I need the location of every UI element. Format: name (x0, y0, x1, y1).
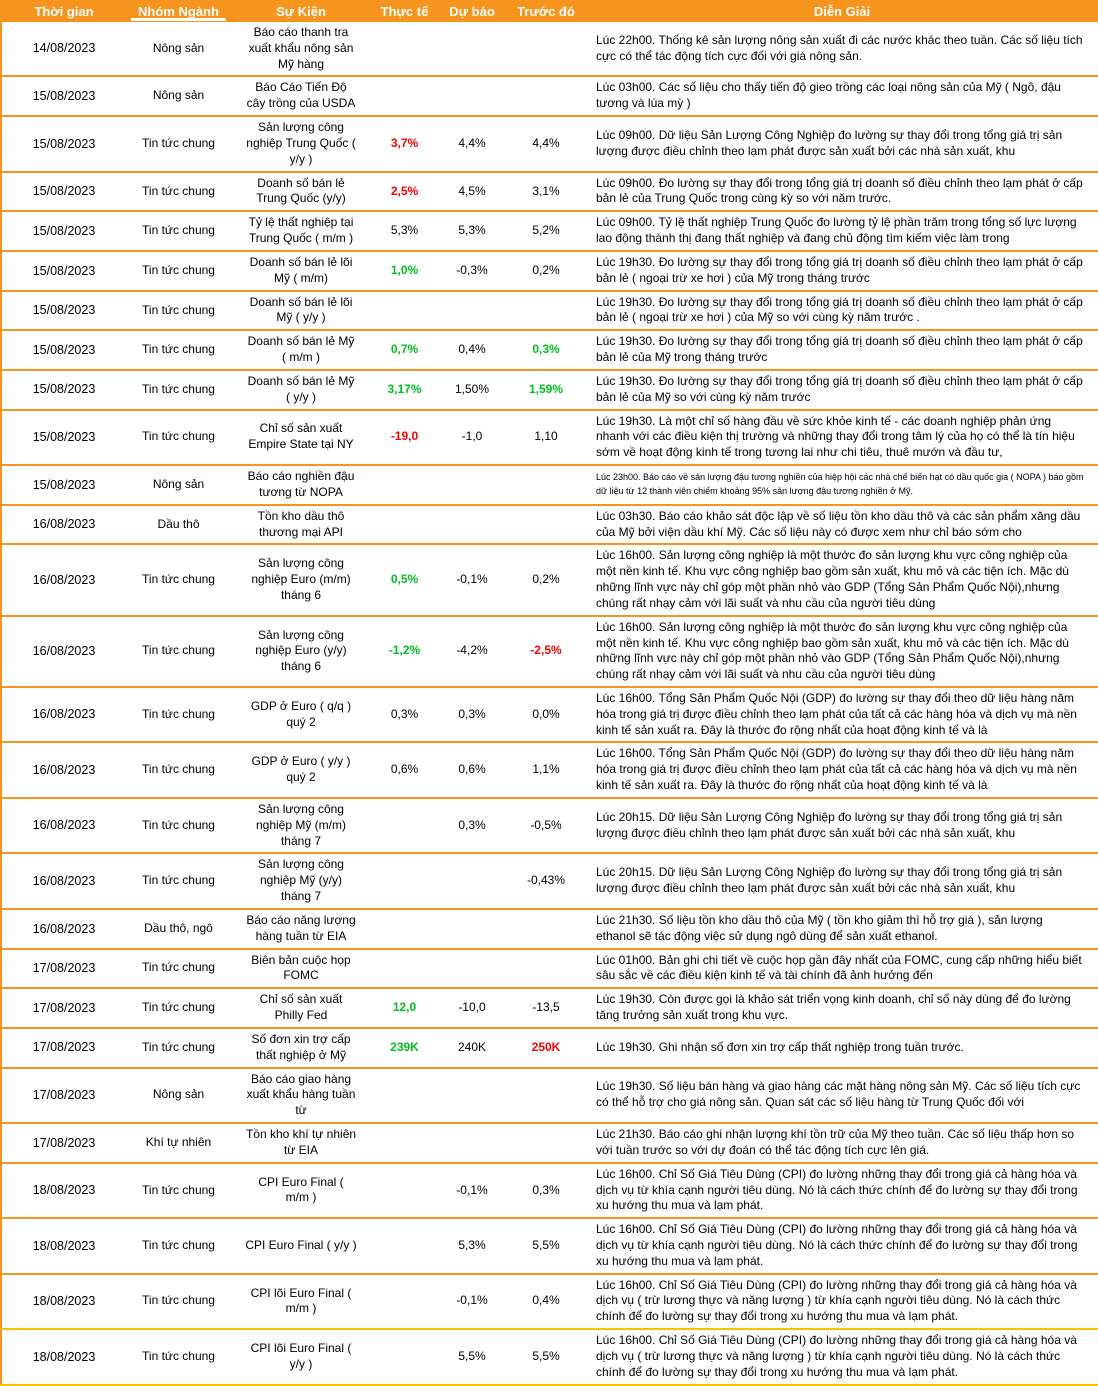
cell-actual (371, 1218, 438, 1273)
cell-previous (506, 291, 586, 331)
cell-actual (371, 687, 438, 742)
cell-forecast-value: 0,6% (458, 762, 486, 777)
cell-forecast (438, 1028, 506, 1068)
cell-industry-group: Tin tức chung (142, 572, 215, 587)
cell-event: Sản lượng công nghiệp Mỹ (y/y) tháng 7 (258, 857, 344, 904)
cell-previous-value: 1,59% (528, 381, 564, 396)
cell-event: CPI Euro Final ( y/y ) (245, 1238, 357, 1252)
cell-date: 15/08/2023 (32, 89, 96, 104)
cell-forecast (438, 291, 506, 331)
cell-description: Lúc 03h30. Báo cáo khảo sát độc lập về số liệu tồn kho dầu thô và các sản phẩm xăng dầu của Mỹ bởi viện dầu khí Mỹ. Các số liệu này có được xem như chỉ báo sớm cho (596, 508, 1081, 539)
cell-forecast-value: 5,3% (458, 1238, 486, 1252)
cell-event: Báo cáo thanh tra xuất khẩu nông sản Mỹ hàng (248, 25, 354, 71)
cell-industry-group: Tin tức chung (142, 1000, 215, 1015)
cell-description: Lúc 03h00. Các số liệu cho thấy tiến độ gieo trồng các loại nông sản của Mỹ ( Ngô, đậu tương và lúa mỳ ) (596, 80, 1061, 111)
cell-previous-value: 5,5% (532, 1238, 560, 1252)
cell-forecast (438, 798, 506, 853)
cell-description: Lúc 21h30. Báo cáo ghi nhận lượng khí tồn trữ của Mỹ theo tuần. Các số liệu thấp hơn so với tuần trước so với dự đoán có thể tác động tích cực lên giá. (596, 1127, 1075, 1157)
cell-forecast-value: 5,3% (458, 223, 486, 238)
cell-previous-value: 5,2% (532, 223, 560, 238)
cell-forecast-value: -1,0 (461, 429, 483, 444)
cell-previous (506, 211, 586, 251)
table-row (1, 465, 1098, 505)
cell-date: 17/08/2023 (32, 1088, 96, 1103)
cell-actual (371, 1274, 438, 1329)
table-row (1, 1068, 1098, 1123)
cell-event: GDP ở Euro ( q/q ) quý 2 (250, 698, 352, 729)
cell-actual (371, 291, 438, 331)
cell-forecast (438, 687, 506, 742)
cell-previous (506, 1163, 586, 1218)
cell-date: 15/08/2023 (32, 342, 96, 357)
cell-actual (371, 116, 438, 171)
cell-previous-value: 0,3% (532, 342, 560, 357)
cell-industry-group: Tin tức chung (142, 1182, 215, 1197)
table-row (1, 909, 1098, 949)
cell-description: Lúc 16h00. Tổng Sản Phẩm Quốc Nội (GDP) đo lường sự thay đổi theo dữ liệu hàng năm hóa trong giá trị được điều chỉnh theo lạm phát của tất cả các hàng hóa và dịch vụ mà nền kinh tế sản xuất ra. Đây là thước đo rộng nhất của hoạt động kinh tế và là (596, 690, 1077, 737)
cell-actual (371, 330, 438, 370)
cell-previous (506, 949, 586, 989)
table-row (1, 172, 1098, 212)
cell-forecast-value: -4,2% (456, 643, 488, 658)
table-row (1, 1163, 1098, 1218)
cell-date: 16/08/2023 (32, 707, 96, 722)
cell-forecast (438, 909, 506, 949)
cell-industry-group: Tin tức chung (142, 342, 215, 357)
cell-industry-group: Tin tức chung (142, 223, 215, 238)
cell-forecast-value: 4,5% (458, 183, 486, 198)
cell-industry-group: Nông sản (152, 40, 205, 55)
cell-actual (371, 211, 438, 251)
table-row (1, 291, 1098, 331)
cell-industry-group: Tin tức chung (142, 381, 215, 396)
cell-previous-value: -13,5 (532, 1000, 560, 1015)
cell-description: Lúc 19h30. Ghi nhận số đơn xin trợ cấp thất nghiệp trong tuần trước. (596, 1039, 964, 1054)
cell-description: Lúc 16h00. Sản lượng công nghiệp là một thước đo sản lượng khu vực công nghiệp của một nền kinh tế. Khu vực công nghiệp bao gồm sản xuất, khu mỏ và các tiện ích. Mặc dù những lĩnh vực này chỉ góp một phần nhỏ vào GDP (Tổng Sản Phẩm Quốc Nội),nhưng chúng rất nhạy cảm với lãi suất và nhu cầu của người tiêu dùng (596, 619, 1069, 682)
cell-actual-value: 12,0 (392, 1000, 417, 1015)
cell-industry-group: Tin tức chung (142, 302, 215, 317)
cell-forecast (438, 1218, 506, 1273)
cell-industry-group: Tin tức chung (142, 183, 215, 198)
cell-forecast (438, 370, 506, 410)
table-row (1, 1123, 1098, 1163)
cell-industry-group: Tin tức chung (142, 1293, 215, 1308)
column-header-truoc-do: Trước đó (506, 0, 586, 22)
table-row (1, 211, 1098, 251)
table-row (1, 22, 1098, 76)
column-header-nhom-nganh: Nhóm Ngành (126, 0, 231, 22)
cell-event: Tỷ lệ thất nghiệp tại Trung Quốc ( m/m ) (248, 215, 354, 246)
cell-actual-value: 0,3% (390, 706, 419, 721)
cell-actual (371, 410, 438, 465)
cell-forecast (438, 616, 506, 687)
cell-industry-group: Tin tức chung (142, 960, 215, 975)
cell-previous-value: -2,5% (530, 643, 562, 658)
cell-forecast (438, 251, 506, 291)
cell-description: Lúc 09h00. Đo lường sự thay đổi trong tổng giá trị doanh số điều chỉnh theo lạm phát ở cấp bản lẻ của Trung Quốc trong cùng kỳ so với năm trước. (596, 175, 1083, 206)
table-row (1, 116, 1098, 171)
cell-actual (371, 465, 438, 505)
cell-industry-group: Dầu thô, ngô (144, 920, 213, 935)
cell-date: 18/08/2023 (32, 1183, 96, 1198)
cell-description: Lúc 16h00. Chỉ Số Giá Tiêu Dùng (CPI) đo lường những thay đổi trong giá cả hàng hóa và dịch vụ ( trừ lương thực và năng lượng ) từ khía cạnh người tiêu dùng. Nó là cách thức chính để đo lường sự thay đổi trong xu hướng thu mua và lạm phát. (596, 1277, 1077, 1324)
cell-forecast (438, 853, 506, 908)
cell-actual-value: 239K (390, 1039, 419, 1054)
cell-date: 15/08/2023 (32, 382, 96, 397)
cell-actual-value: 5,3% (390, 223, 419, 238)
cell-date: 15/08/2023 (32, 184, 96, 199)
cell-forecast (438, 988, 506, 1028)
cell-previous-value: 5,5% (532, 1348, 560, 1363)
cell-description: Lúc 19h30. Đo lường sự thay đổi trong tổng giá trị doanh số điều chỉnh theo lạm phát ở cấp bản lẻ ( ngoại trừ xe hơi ) của Mỹ so với cùng kỳ năm trước . (596, 294, 1083, 325)
cell-previous-value: 0,2% (532, 572, 560, 587)
cell-actual (371, 988, 438, 1028)
cell-previous (506, 76, 586, 116)
header-underline (131, 18, 226, 21)
cell-industry-group: Tin tức chung (142, 262, 215, 277)
cell-industry-group: Tin tức chung (142, 135, 215, 150)
cell-actual (371, 172, 438, 212)
cell-actual (371, 949, 438, 989)
cell-industry-group: Nông sản (152, 1087, 205, 1102)
column-header-thuc-te: Thực tế (371, 0, 438, 22)
cell-forecast-value: -0,1% (456, 572, 488, 587)
cell-event: Sản lượng công nghiệp Trung Quốc ( y/y ) (246, 120, 356, 166)
cell-description: Lúc 09h00. Dữ liệu Sản Lượng Công Nghiệp đo lường sự thay đổi trong tổng giá trị sản lượng được điều chỉnh theo lạm phát được sản xuất bởi các nhà sản xuất, khu (596, 128, 1063, 158)
cell-previous-value: 0,2% (532, 262, 560, 277)
cell-description: Lúc 23h00. Báo cáo về sản lượng đậu tương nghiền của hiệp hội các nhà chế biến hạt có dầu quốc gia ( NOPA ) báo gồm dữ liệu từ 12 thành viên chiếm khoảng 95% sản lượng đậu tương nghiền ở Mỹ. (596, 471, 1084, 496)
cell-date: 18/08/2023 (32, 1238, 96, 1253)
cell-forecast-value: -10,0 (458, 1000, 486, 1015)
cell-date: 17/08/2023 (32, 1135, 96, 1150)
cell-description: Lúc 16h00. Chỉ Số Giá Tiêu Dùng (CPI) đo lường những thay đổi trong giá cả hàng hóa và dịch vụ từ khía cạnh người tiêu dùng. Nó là cách thức chính để đo lường sự thay đổi trong xu hướng thu mua và lạm phát. (596, 1222, 1078, 1268)
cell-description: Lúc 21h30. Số liệu tồn kho dầu thô của Mỹ ( tồn kho giảm thì hỗ trợ giá ), sản lượng ethanol sẽ tác động việc sử dụng ngô dùng để sản xuất ethanol. (596, 912, 1043, 943)
cell-description: Lúc 16h00. Tổng Sản Phẩm Quốc Nội (GDP) đo lường sự thay đổi theo dữ liệu hàng năm hóa trong giá trị được điều chỉnh theo lạm phát của tất cả các hàng hóa và dịch vụ mà nền kinh tế sản xuất ra. Đây là thước đo rộng nhất của hoạt động kinh tế và là (596, 746, 1077, 793)
cell-previous (506, 742, 586, 797)
cell-forecast-value: 5,5% (458, 1348, 486, 1363)
cell-event: Biên bản cuộc họp FOMC (251, 952, 351, 983)
cell-event: Số đơn xin trợ cấp thất nghiệp ở Mỹ (251, 1031, 351, 1062)
cell-event: CPI lõi Euro Final ( m/m ) (250, 1285, 352, 1316)
cell-actual (371, 1163, 438, 1218)
cell-industry-group: Tin tức chung (142, 1039, 215, 1054)
cell-description: Lúc 20h15. Dữ liệu Sản Lượng Công Nghiệp đo lường sự thay đổi trong tổng giá trị sản lượng được điều chỉnh theo lạm phát được sản xuất bởi các nhà sản xuất, khu (596, 809, 1063, 840)
cell-actual (371, 22, 438, 76)
cell-previous (506, 1068, 586, 1123)
cell-actual (371, 742, 438, 797)
cell-forecast-value: -0,1% (456, 1182, 488, 1197)
table-row (1, 505, 1098, 545)
cell-forecast (438, 330, 506, 370)
cell-previous (506, 544, 586, 615)
table-row (1, 1274, 1098, 1329)
table-row (1, 742, 1098, 797)
cell-previous-value: 0,0% (532, 706, 560, 721)
cell-date: 16/08/2023 (32, 873, 96, 888)
cell-actual-value: 0,7% (390, 342, 419, 357)
table-row (1, 1329, 1098, 1384)
cell-date: 17/08/2023 (32, 1000, 96, 1015)
cell-description: Lúc 20h15. Dữ liệu Sản Lượng Công Nghiệp đo lường sự thay đổi trong tổng giá trị sản lượng được điều chỉnh theo lạm phát được sản xuất bởi các nhà sản xuất, khu (596, 865, 1063, 896)
table-row (1, 1028, 1098, 1068)
column-header-dien-giai: Diễn Giải (586, 0, 1098, 22)
cell-previous (506, 853, 586, 908)
cell-previous-value: 3,1% (532, 183, 560, 198)
cell-forecast (438, 1163, 506, 1218)
table-row (1, 988, 1098, 1028)
cell-actual (371, 616, 438, 687)
cell-event: Doanh số bán lẻ lõi Mỹ ( y/y ) (249, 294, 353, 325)
cell-previous (506, 1123, 586, 1163)
cell-previous (506, 116, 586, 171)
cell-description: Lúc 09h00. Tỷ lệ thất nghiệp Trung Quốc đo lường tỷ lệ phần trăm trong tổng số lực lượng lao động thành thị đang thất nghiệp và đang chủ động tìm kiếm việc làm trong (596, 215, 1077, 246)
cell-forecast (438, 211, 506, 251)
cell-date: 15/08/2023 (32, 263, 96, 278)
cell-previous (506, 616, 586, 687)
cell-event: Sản lượng công nghiệp Euro (m/m) tháng 6 (251, 556, 351, 602)
cell-forecast-value: 0,3% (458, 706, 486, 721)
cell-actual (371, 1329, 438, 1384)
table-row (1, 544, 1098, 615)
column-header-su-kien: Sự Kiện (231, 0, 371, 22)
cell-forecast-value: 0,3% (458, 817, 486, 832)
cell-previous (506, 1274, 586, 1329)
cell-event: Chỉ số sản xuất Philly Fed (259, 992, 343, 1023)
cell-event: Doanh số bán lẻ Trung Quốc (y/y) (256, 175, 346, 206)
cell-previous (506, 798, 586, 853)
cell-forecast (438, 172, 506, 212)
cell-previous (506, 370, 586, 410)
cell-industry-group: Nông sản (152, 88, 205, 103)
cell-date: 15/08/2023 (32, 430, 96, 445)
cell-previous (506, 1329, 586, 1384)
cell-industry-group: Tin tức chung (142, 1238, 215, 1252)
cell-previous-value: 250K (531, 1039, 561, 1054)
cell-previous (506, 330, 586, 370)
cell-forecast (438, 1274, 506, 1329)
cell-actual-value: 1,0% (390, 262, 419, 277)
column-header-du-bao: Dự báo (438, 0, 506, 22)
cell-event: Doanh số bán lẻ lõi Mỹ ( m/m) (249, 254, 353, 285)
cell-industry-group: Tin tức chung (142, 1348, 215, 1363)
table-row (1, 853, 1098, 908)
table-row (1, 798, 1098, 853)
cell-actual (371, 798, 438, 853)
cell-date: 15/08/2023 (32, 223, 96, 238)
cell-event: CPI lõi Euro Final ( y/y ) (250, 1341, 352, 1371)
table-body (1, 22, 1098, 1385)
cell-industry-group: Tin tức chung (142, 873, 215, 888)
cell-forecast-value: -0,3% (456, 262, 488, 277)
cell-actual-value: 0,6% (390, 762, 419, 777)
table-row (1, 330, 1098, 370)
cell-description: Lúc 22h00. Thống kê sản lượng nông sản xuất đi các nước khác theo tuần. Các số liệu tích cực có thể tác động tích cực đối với giá nông sản. (596, 32, 1083, 63)
cell-forecast (438, 465, 506, 505)
cell-actual (371, 251, 438, 291)
cell-description: Lúc 19h30. Đo lường sự thay đổi trong tổng giá trị doanh số điều chỉnh theo lạm phát ở cấp bản lẻ của Mỹ so với cùng kỳ năm trước (596, 373, 1083, 404)
cell-forecast (438, 22, 506, 76)
cell-event: Sản lượng công nghiệp Euro (y/y) tháng 6 (255, 627, 347, 674)
table-row (1, 370, 1098, 410)
header-row (1, 0, 1098, 22)
cell-previous-value: 4,4% (532, 135, 560, 150)
cell-actual (371, 1123, 438, 1163)
table-row (1, 76, 1098, 116)
cell-event: Doanh số bán lẻ Mỹ ( y/y ) (247, 373, 355, 404)
cell-previous-value: 1,10 (534, 429, 558, 444)
cell-forecast (438, 116, 506, 171)
cell-date: 18/08/2023 (32, 1349, 96, 1364)
cell-previous (506, 1028, 586, 1068)
cell-description: Lúc 19h30. Số liệu bán hàng và giao hàng các mặt hàng nông sản Mỹ. Các số liệu tích cực có thể hỗ trợ cho giá nông sản. Quan sát các số liệu hàng từ Trung Quốc đối với (596, 1079, 1081, 1110)
cell-previous-value: -0,43% (526, 873, 566, 888)
cell-industry-group: Tin tức chung (142, 817, 215, 832)
cell-description: Lúc 19h30. Còn được gọi là khảo sát triển vọng kinh doanh, chỉ số này dùng để đo lường tăng trưởng sản xuất trong khu vực. (596, 992, 1071, 1023)
cell-forecast-value: 240K (457, 1039, 487, 1054)
cell-industry-group: Tin tức chung (142, 706, 215, 721)
cell-previous (506, 1218, 586, 1273)
cell-industry-group: Tin tức chung (142, 429, 215, 444)
cell-previous (506, 22, 586, 76)
cell-industry-group: Dầu thô (157, 516, 200, 531)
cell-forecast-value: 1,50% (454, 381, 490, 396)
cell-previous (506, 505, 586, 545)
cell-date: 17/08/2023 (32, 1040, 96, 1055)
cell-event: GDP ở Euro ( y/y ) quý 2 (251, 754, 351, 785)
cell-previous (506, 251, 586, 291)
cell-date: 16/08/2023 (32, 818, 96, 833)
cell-forecast (438, 505, 506, 545)
cell-date: 15/08/2023 (32, 303, 96, 318)
cell-description: Lúc 01h00. Bản ghi chi tiết về cuộc họp gần đây nhất của FOMC, cung cấp những hiểu biết sâu sắc về các điều kiện kinh tế và tài chính đã ảnh hưởng đến (596, 952, 1082, 983)
cell-event: Báo Cáo Tiến Độ cây trồng của USDA (246, 80, 356, 111)
cell-industry-group: Khí tự nhiên (145, 1134, 212, 1149)
table-row (1, 949, 1098, 989)
cell-forecast (438, 544, 506, 615)
cell-actual (371, 370, 438, 410)
cell-description: Lúc 19h30. Là một chỉ số hàng đầu về sức khỏe kinh tế - các doanh nghiệp phản ứng nhanh với các điều kiện thị trường và những thay đổi trong tâm lý của họ có thể là tín hiệu sớm về hoạt động kinh tế trong tương lai như chi tiêu, thuê mướn và đầu tư, (596, 413, 1075, 460)
cell-event: Báo cáo nghiền đậu tương từ NOPA (247, 469, 355, 499)
table-row (1, 1218, 1098, 1273)
cell-actual (371, 1068, 438, 1123)
cell-previous (506, 909, 586, 949)
cell-date: 16/08/2023 (32, 517, 96, 532)
cell-date: 16/08/2023 (32, 644, 96, 659)
cell-event: Sản lượng công nghiệp Mỹ (m/m) tháng 7 (255, 801, 347, 848)
cell-event: Tồn kho dầu thô thương mại API (257, 508, 345, 539)
cell-date: 16/08/2023 (32, 572, 96, 587)
cell-actual-value: 3,17% (387, 381, 422, 396)
cell-date: 14/08/2023 (32, 41, 96, 56)
cell-forecast (438, 1329, 506, 1384)
cell-actual-value: 2,5% (390, 183, 419, 198)
table-row (1, 687, 1098, 742)
cell-actual (371, 1028, 438, 1068)
cell-description: Lúc 16h00. Sản lượng công nghiệp là một thước đo sản lượng khu vực công nghiệp của một nền kinh tế. Khu vực công nghiệp bao gồm sản xuất, khu mỏ và các tiện ích. Mặc dù những lĩnh vực này chỉ góp một phần nhỏ vào GDP (Tổng Sản Phẩm Quốc Nội),nhưng chúng rất nhạy cảm với lãi suất và nhu cầu của người tiêu dùng (596, 548, 1069, 610)
cell-forecast (438, 76, 506, 116)
cell-industry-group: Tin tức chung (142, 643, 215, 658)
cell-description: Lúc 19h30. Đo lường sự thay đổi trong tổng giá trị doanh số điều chỉnh theo lạm phát ở cấp bản lẻ của Mỹ trong tháng trước (596, 334, 1083, 365)
cell-event: Chỉ số sản xuất Empire State tại NY (248, 421, 354, 452)
cell-description: Lúc 16h00. Chỉ Số Giá Tiêu Dùng (CPI) đo lường những thay đổi trong giá cả hàng hóa và dịch vụ từ khía cạnh người tiêu dùng. Nó là cách thức chính để đo lường sự thay đổi trong xu hướng thu mua và lạm phát. (596, 1166, 1078, 1213)
table-header (1, 0, 1098, 22)
cell-actual (371, 544, 438, 615)
cell-previous (506, 988, 586, 1028)
cell-actual (371, 505, 438, 545)
cell-date: 17/08/2023 (32, 961, 96, 976)
cell-date: 16/08/2023 (32, 921, 96, 936)
cell-actual-value: -19,0 (390, 429, 419, 444)
cell-forecast (438, 410, 506, 465)
table-row (1, 616, 1098, 687)
cell-previous (506, 465, 586, 505)
cell-date: 15/08/2023 (32, 477, 96, 492)
cell-event: Báo cáo năng lượng hàng tuần từ EIA (246, 912, 356, 943)
cell-event: Báo cáo giao hàng xuất khẩu hàng tuần từ (246, 1071, 356, 1118)
cell-forecast (438, 1123, 506, 1163)
cell-event: Tồn kho khí tự nhiên từ EIA (245, 1127, 357, 1157)
cell-industry-group: Nông sản (152, 476, 205, 491)
cell-actual (371, 909, 438, 949)
cell-actual-value: 0,5% (390, 572, 419, 587)
table-row (1, 251, 1098, 291)
cell-event: Doanh số bán lẻ Mỹ ( m/m ) (247, 334, 355, 365)
cell-forecast (438, 1068, 506, 1123)
cell-previous (506, 687, 586, 742)
cell-description: Lúc 19h30. Đo lường sự thay đổi trong tổng giá trị doanh số điều chỉnh theo lạm phát ở cấp bản lẻ ( ngoại trừ xe hơi ) của Mỹ trong tháng trước (596, 254, 1083, 285)
cell-event: CPI Euro Final ( m/m ) (258, 1174, 344, 1205)
cell-forecast (438, 742, 506, 797)
cell-previous-value: 0,4% (532, 1293, 560, 1308)
cell-forecast-value: 0,4% (458, 342, 486, 357)
cell-forecast-value: 4,4% (458, 135, 486, 150)
cell-previous (506, 172, 586, 212)
cell-date: 15/08/2023 (32, 136, 96, 151)
cell-previous (506, 410, 586, 465)
column-header-thoi-gian: Thời gian (1, 0, 126, 22)
cell-previous-value: -0,5% (530, 817, 562, 832)
cell-forecast-value: -0,1% (456, 1293, 488, 1308)
cell-previous-value: 1,1% (532, 762, 560, 777)
cell-industry-group: Tin tức chung (142, 762, 215, 777)
table-row (1, 410, 1098, 465)
cell-description: Lúc 16h00. Chỉ Số Giá Tiêu Dùng (CPI) đo lường những thay đổi trong giá cả hàng hóa và dịch vụ ( trừ lương thực và năng lượng ) từ khía cạnh người tiêu dùng. Nó là cách thức chính để đo lường sự thay đổi trong xu hướng thu mua và lạm phát. (596, 1333, 1077, 1379)
cell-actual (371, 76, 438, 116)
cell-forecast (438, 949, 506, 989)
cell-previous-value: 0,3% (532, 1182, 560, 1197)
cell-date: 16/08/2023 (32, 762, 96, 777)
cell-actual-value: -1,2% (388, 643, 421, 658)
cell-actual-value: 3,7% (390, 135, 419, 150)
cell-date: 18/08/2023 (32, 1294, 96, 1309)
cell-actual (371, 853, 438, 908)
